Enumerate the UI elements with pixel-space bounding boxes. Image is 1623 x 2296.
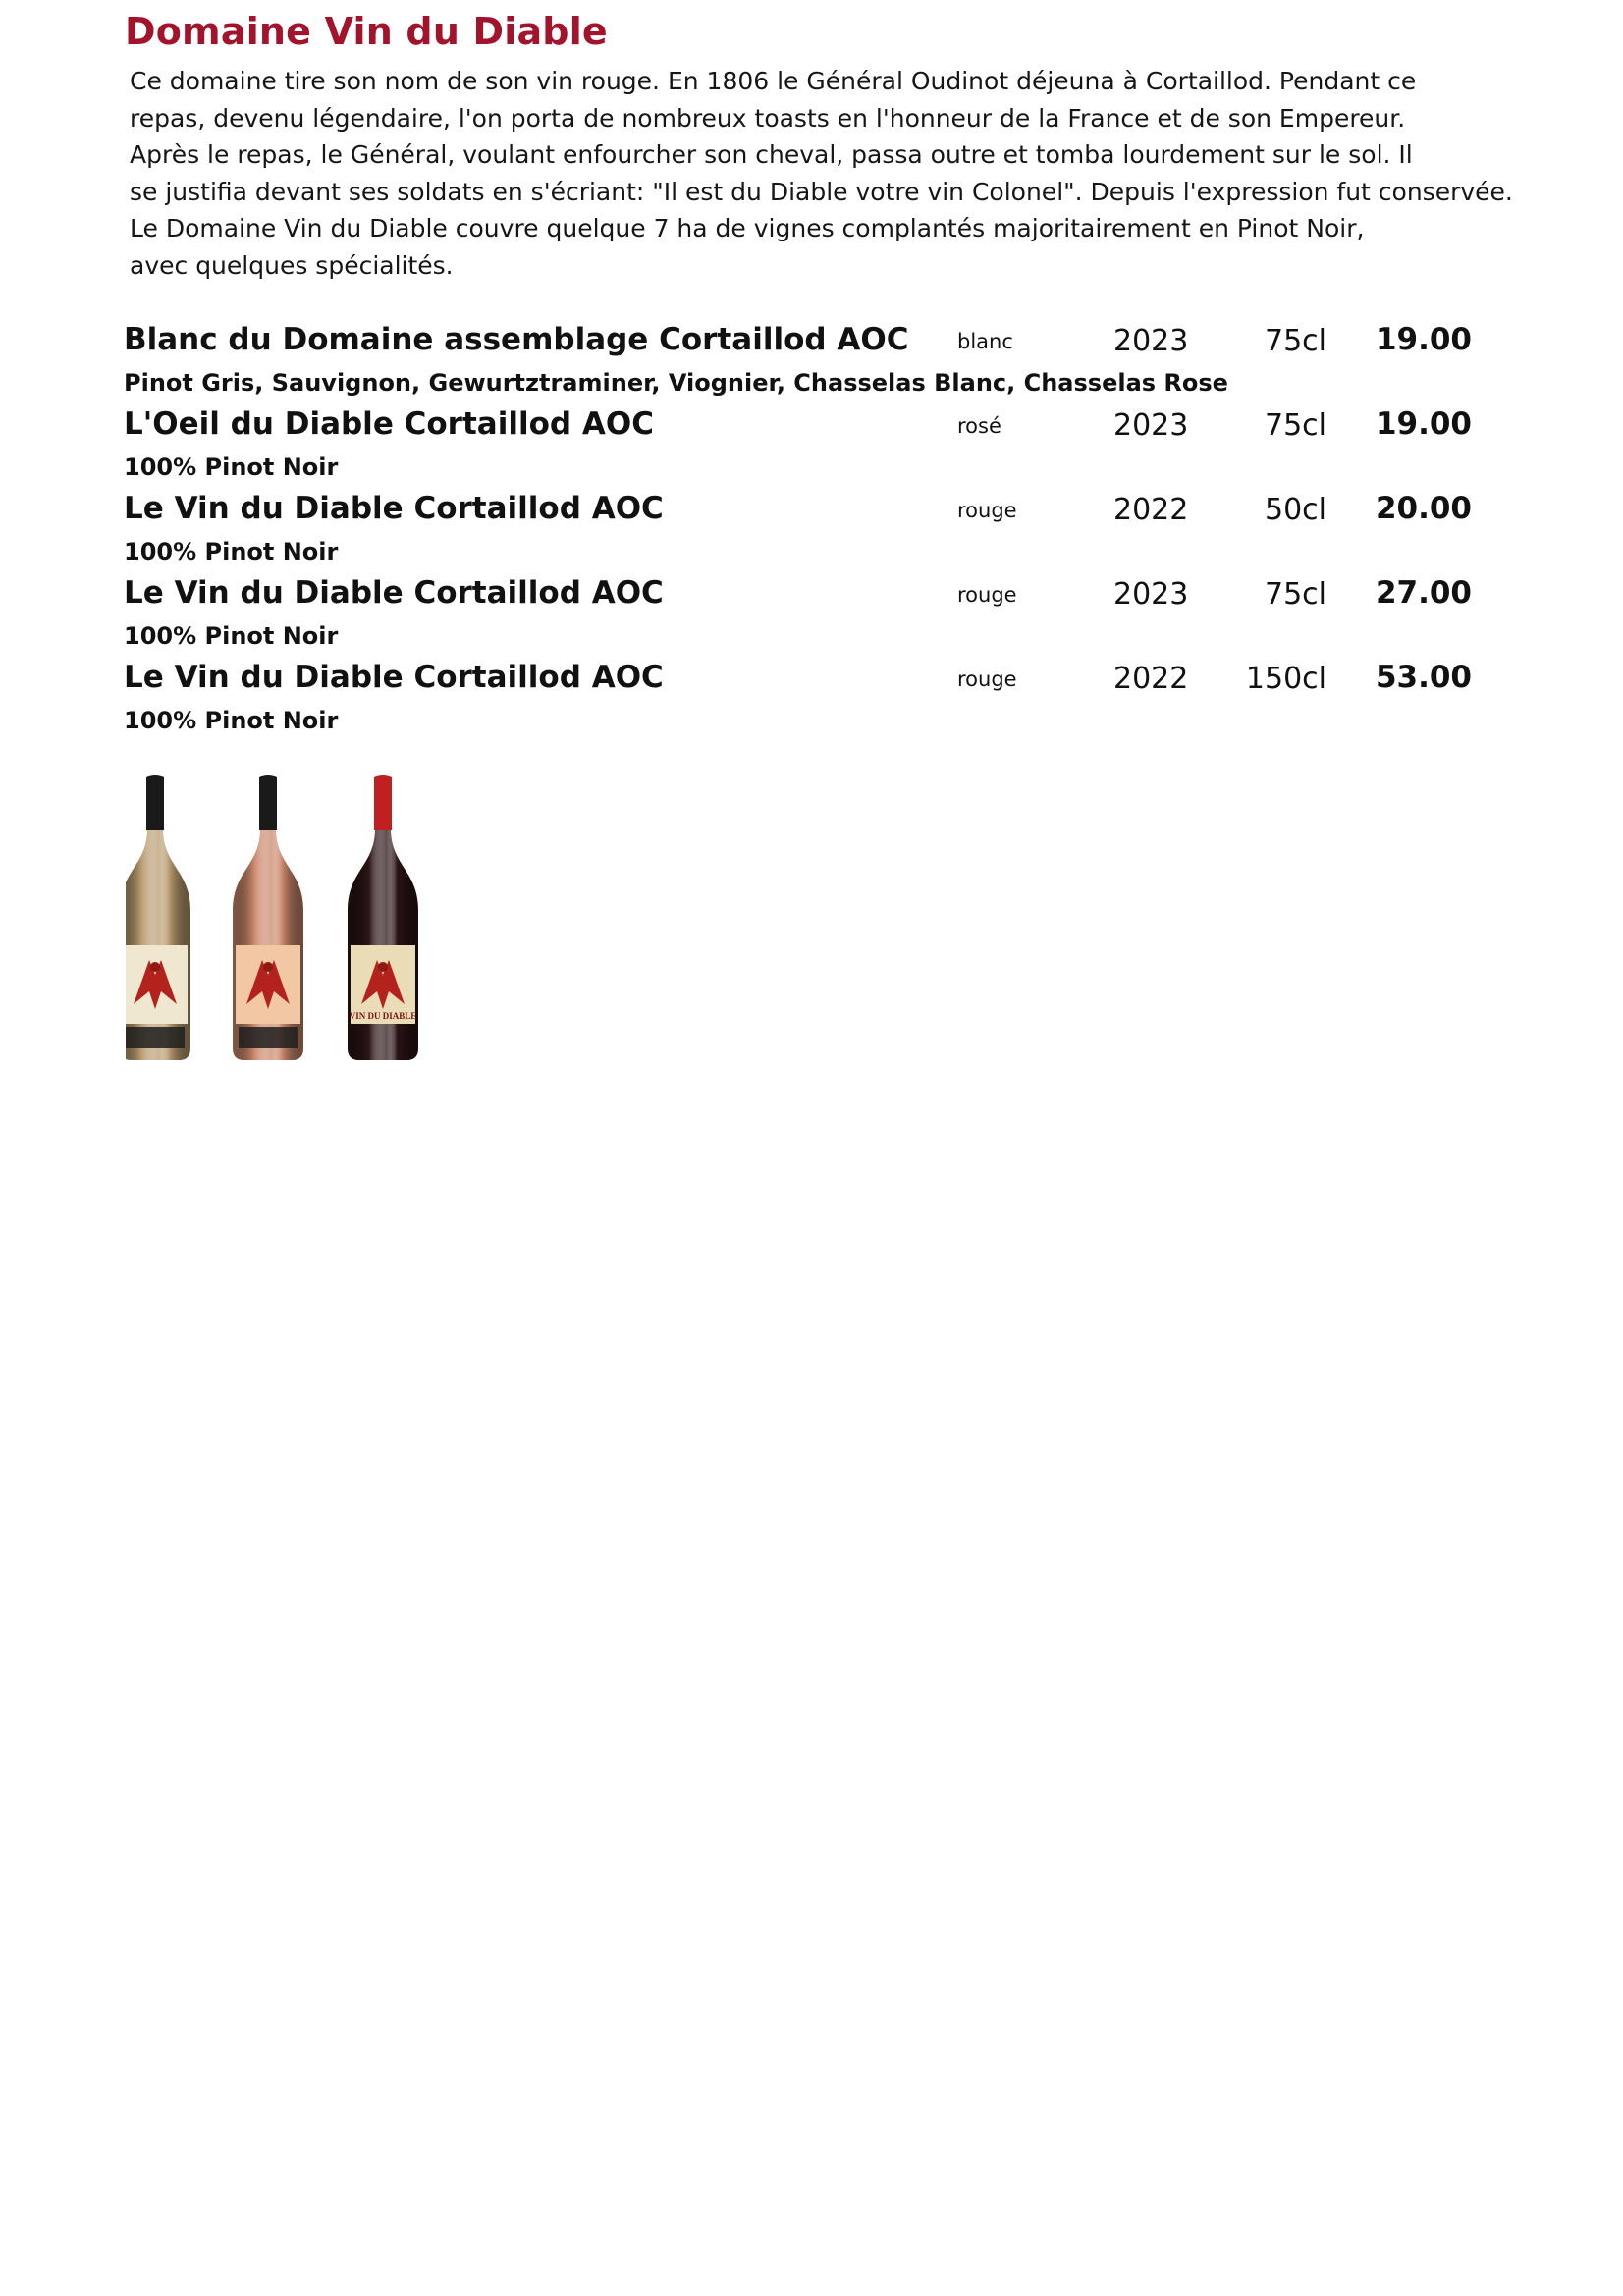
wine-row [0,491,1623,575]
wine-name: Le Vin du Diable Cortaillod AOC [124,660,664,695]
wine-size: 150cl [1245,662,1326,696]
wine-name: Le Vin du Diable Cortaillod AOC [124,575,664,611]
wine-row [0,322,1623,406]
wine-price: 20.00 [1375,491,1472,526]
bottle-label-text: VIN DU DIABLE [349,1011,417,1021]
wine-row [0,575,1623,660]
wine-price: 19.00 [1375,322,1472,357]
wine-row [0,660,1623,744]
bottle-photos [126,774,460,1068]
bottle-back-label [239,1027,298,1048]
wine-price: 53.00 [1375,660,1472,695]
wine-color: rosé [957,414,1001,438]
wine-color: rouge [957,667,1017,691]
intro-text [130,63,1513,285]
rose-wine-bottle [233,775,303,1060]
wine-size: 50cl [1264,493,1326,527]
wine-size: 75cl [1264,577,1326,612]
wine-size: 75cl [1264,408,1326,443]
wine-size: 75cl [1264,324,1326,358]
bottle-photos-svg [126,774,460,1068]
devil-head [378,962,388,972]
wine-list [0,322,1623,744]
bottle-capsule [146,775,164,830]
intro-line: Ce domaine tire son nom de son vin rouge. En 1806 le Général Oudinot déjeuna à Cortaillod. Pendant ce [130,67,1417,95]
bottle-back-label [126,1027,185,1048]
intro-line: avec quelques spécialités. [130,250,454,280]
wine-name: L'Oeil du Diable Cortaillod AOC [124,406,654,442]
wine-grapes: 100% Pinot Noir [124,538,339,565]
wine-name: Le Vin du Diable Cortaillod AOC [124,491,664,526]
wine-row [0,406,1623,491]
devil-head [263,962,273,972]
devil-head [150,962,160,972]
bottle-capsule [259,775,277,830]
wine-color: rouge [957,583,1017,607]
wine-year: 2023 [1113,577,1189,612]
wine-grapes: Pinot Gris, Sauvignon, Gewurtztraminer, Viognier, Chasselas Blanc, Chasselas Rose [124,369,1228,397]
bottle-capsule [374,775,392,830]
intro-line: se justifia devant ses soldats en s'écriant: "Il est du Diable votre vin Colonel". Depuis l'expression fut conservée. [130,177,1513,206]
red-wine-bottle [348,775,418,1060]
wine-grapes: 100% Pinot Noir [124,622,339,650]
page-title: Domaine Vin du Diable [125,10,608,53]
wine-price: 27.00 [1375,575,1472,611]
wine-year: 2022 [1113,493,1189,527]
wine-grapes: 100% Pinot Noir [124,707,339,734]
wine-grapes: 100% Pinot Noir [124,454,339,481]
wine-price: 19.00 [1375,406,1472,442]
intro-line: repas, devenu légendaire, l'on porta de nombreux toasts en l'honneur de la France et de son Empereur. [130,103,1406,133]
wine-color: rouge [957,499,1017,522]
wine-name: Blanc du Domaine assemblage Cortaillod AOC [124,322,909,357]
wine-year: 2023 [1113,324,1189,358]
white-wine-bottle [126,775,190,1060]
wine-color: blanc [957,330,1013,353]
intro-line: Le Domaine Vin du Diable couvre quelque 7 ha de vignes complantés majoritairement en Pinot Noir, [130,214,1365,243]
intro-line: Après le repas, le Général, voulant enfourcher son cheval, passa outre et tomba lourdement sur le sol. Il [130,140,1413,170]
wine-year: 2022 [1113,662,1189,696]
wine-year: 2023 [1113,408,1189,443]
